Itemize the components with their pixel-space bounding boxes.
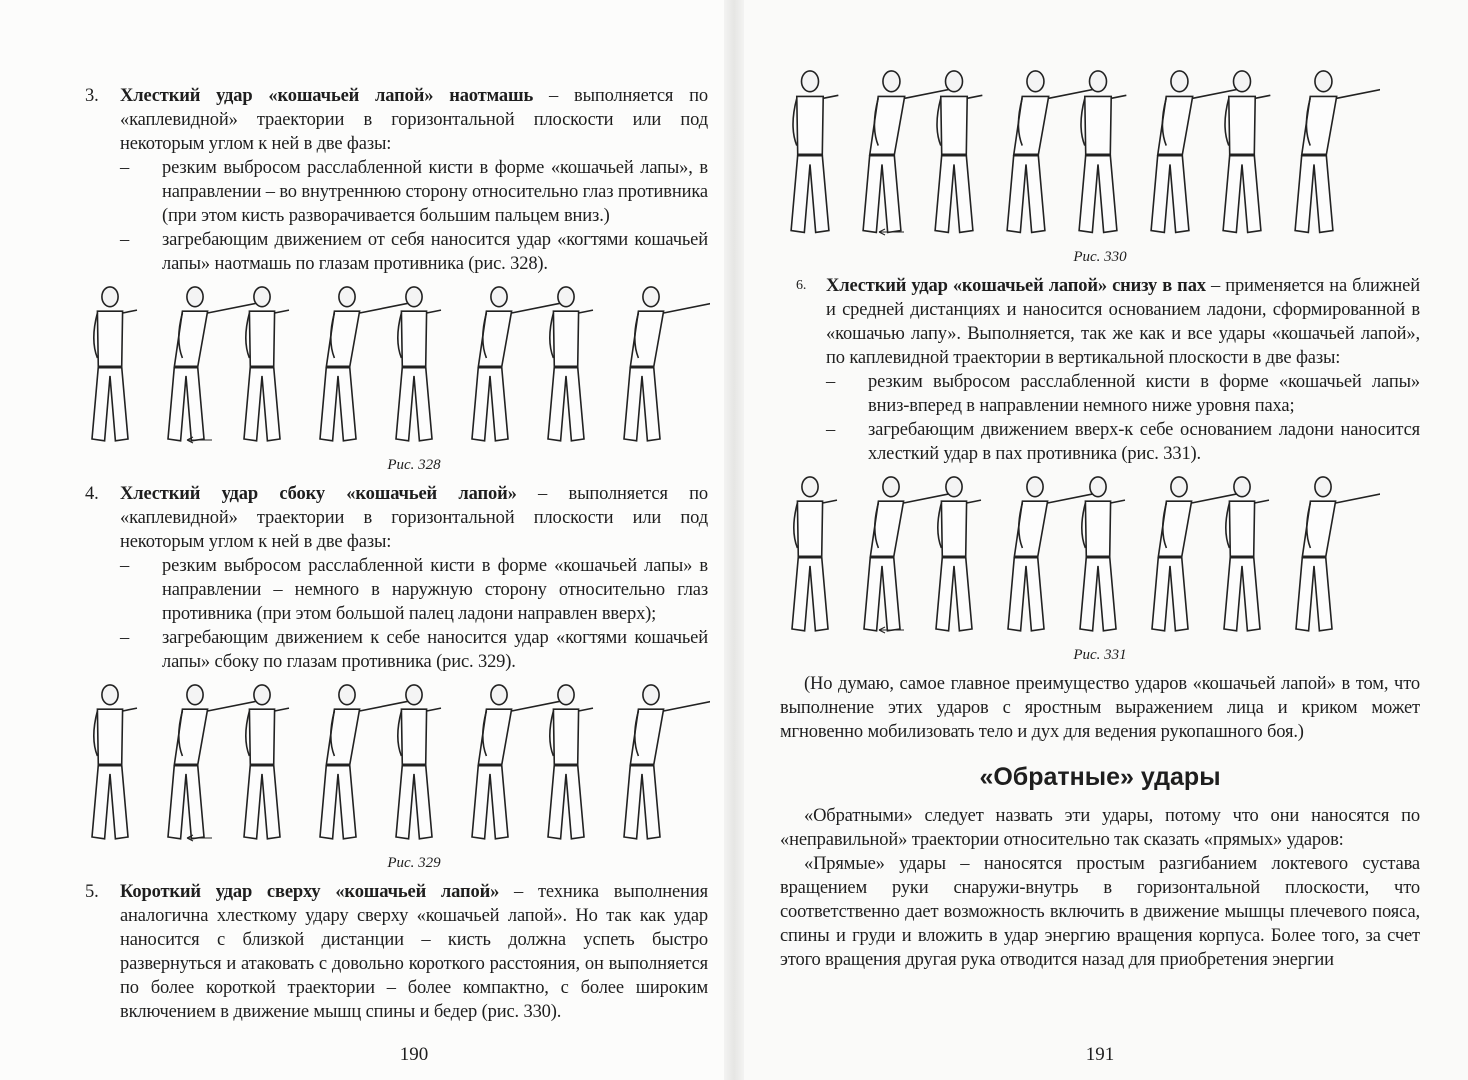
bullet: – загребающим движением от себя наносится удар «когтями кошачьей лапы» наотмашь по глазам противника (рис. 328). [120, 228, 708, 276]
paragraph: «Обратными» следует назвать эти удары, потому что они наносятся по «неправильной» траектории относительно так сказать «прямых» ударов: [780, 806, 1420, 850]
item-text: – выполняется по «каплевидной» траектории в горизонтальной плоскости или под некоторым углом к ней в две фазы: [120, 484, 708, 552]
figure-328 [80, 282, 710, 454]
left-page [0, 0, 724, 1080]
item-text: – техника выполнения аналогична хлесткому удару сверху «кошачьей лапой». Но так как удар наносится с близкой дистанции – кисть должна успеть быстро развернуться и атаковать с довольно короткого расстояния, он выполняется по более короткой траектории – более компактно, с более широким включением в движение мышц спины и бедер (рис. 330). [120, 882, 708, 1022]
item-number: 3. [85, 86, 99, 106]
book-gutter [724, 0, 744, 1080]
fighter-figure [1224, 477, 1269, 631]
item-6 [796, 274, 1420, 466]
fighter-figure [396, 685, 441, 839]
fighter-figure [244, 685, 289, 839]
figure-330 [780, 66, 1380, 246]
item-title: Хлесткий удар «кошачьей лапой» наотмашь [120, 86, 534, 106]
item-title: Хлесткий удар «кошачьей лапой» снизу в пах [826, 276, 1206, 296]
item-title: Короткий удар сверху «кошачьей лапой» [120, 882, 500, 902]
bullet: – резким выбросом расслабленной кисти в форме «кошачьей лапы» вниз-вперед в направлении немного ниже уровня паха; [826, 370, 1420, 418]
item-number: 5. [85, 882, 99, 902]
item-title: Хлесткий удар сбоку «кошачьей лапой» [120, 484, 517, 504]
item-number: 6. [796, 278, 807, 293]
fighter-figure [624, 287, 710, 441]
section-heading: «Обратные» удары [979, 763, 1221, 791]
page-number: 190 [399, 1044, 429, 1065]
fighter-figure [548, 685, 593, 839]
fighter-figure [935, 71, 982, 233]
right-page [744, 0, 1468, 1080]
item-4 [85, 482, 708, 674]
fighter-figure [1296, 477, 1380, 631]
item-text: – выполняется по «каплевидной» траектории в горизонтальной плоскости или под некоторым углом к ней в две фазы: [120, 86, 709, 154]
fighter-figure [92, 685, 137, 839]
fighter-figure [792, 477, 837, 631]
fighter-figure [92, 287, 137, 441]
fighter-figure [244, 287, 289, 441]
figure-caption: Рис. 328 [387, 457, 441, 473]
bullet: – резким выбросом расслабленной кисти в форме «кошачьей лапы» в направлении – немного в наружную сторону относительно глаз противника (при этом большой палец ладони направлен вверх); [120, 554, 708, 626]
section-body [780, 804, 1420, 972]
bullet: – загребающим движением к себе наносится удар «когтями кошачьей лапы» сбоку по глазам противника (рис. 329). [120, 626, 708, 674]
item-number: 4. [85, 484, 99, 504]
figure-caption: Рис. 329 [387, 855, 441, 871]
bullet: – загребающим движением вверх-к себе основанием ладони наносится хлесткий удар в пах противника (рис. 331). [826, 418, 1420, 466]
figure-caption: Рис. 330 [1073, 249, 1127, 265]
fighter-figure [548, 287, 593, 441]
figure-331 [780, 472, 1380, 644]
fighter-figure [396, 287, 441, 441]
figure-caption: Рис. 331 [1073, 647, 1127, 663]
fighter-figure [1079, 71, 1126, 233]
note-paragraph: (Но думаю, самое главное преимущество ударов «кошачьей лапой» в том, что выполнение этих ударов с яростным выражением лица и криком может мгновенно мобилизовать тело и дух для ведения рукопашного боя.) [780, 674, 1420, 742]
fighter-figure [624, 685, 710, 839]
fighter-figure [791, 71, 838, 233]
paragraph: «Прямые» удары – наносятся простым разгибанием локтевого сустава вращением руки снаружи-внутрь в горизонтальной плоскости, что соответственно дает возможность включить в движение мышцы плечевого пояса, спины и груди и вложить в удар энергию вращения корпуса. Более того, за счет этого вращения другая рука отводится назад для приобретения энергии [780, 854, 1420, 970]
fighter-figure [936, 477, 981, 631]
bullet: – резким выбросом расслабленной кисти в форме «кошачьей лапы», в направлении – во внутреннюю сторону относительно глаз противника (при этом кисть разворачивается большим пальцем вниз.) [120, 156, 708, 228]
fighter-figure [1223, 71, 1270, 233]
page-number: 191 [1085, 1044, 1115, 1065]
item-3 [85, 84, 709, 276]
fighter-figure [1080, 477, 1125, 631]
item-text: – применяется на ближней и средней дистанциях и наносится основанием ладони, сформированной в «кошачью лапу». Выполняется, так же как и все удары «кошачьей лапой», по каплевидной траектории в вертикальной плоскости в две фазы: [826, 276, 1420, 368]
fighter-figure [1295, 71, 1380, 233]
item-5 [85, 880, 708, 1024]
figure-329 [80, 680, 710, 852]
